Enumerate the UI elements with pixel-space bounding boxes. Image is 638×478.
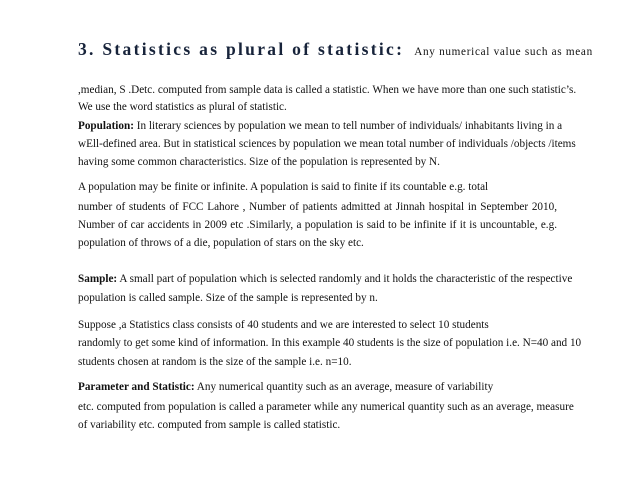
parameter-line: [78, 380, 557, 394]
text-line-8: Number of car accidents in 2009 etc .Similarly, a population is said to be infinite if it is uncountable, e.g.: [78, 219, 557, 231]
text-line-9: population of throws of a die, population of stars on the sky etc.: [78, 237, 364, 249]
text-line-12: Suppose ,a Statistics class consists of 40 students and we are interested to select 10 students: [78, 319, 489, 331]
sample-text: A small part of population which is selected randomly and it holds the characteristic of the respective: [117, 273, 573, 285]
text-line-7: number of students of FCC Lahore , Number of patients admitted at Jinnah hospital in September 2010,: [78, 201, 557, 213]
population-text: In literary sciences by population we mean to tell number of individuals/ inhabitants living in a: [133, 120, 563, 132]
section-heading: [78, 39, 593, 61]
text-line-17: of variability etc. computed from sample is called statistic.: [78, 419, 341, 431]
heading-title: 3. Statistics as plural of statistic:: [78, 39, 405, 59]
parameter-text: Any numerical quantity such as an average, measure of variability: [194, 381, 494, 393]
sample-label: Sample:: [78, 273, 118, 285]
text-line-2: We use the word statistics as plural of statistic.: [78, 101, 287, 113]
text-line-16: etc. computed from population is called a parameter while any numerical quantity such as an average, measure: [78, 401, 574, 413]
text-line-14: students chosen at random is the size of the sample i.e. n=10.: [78, 356, 352, 368]
text-line-5: having some common characteristics. Size of the population is represented by N.: [78, 156, 440, 168]
heading-tail-text: Any numerical value such as mean: [414, 46, 593, 58]
population-line: [78, 119, 563, 133]
text-line-4: wEll-defined area. But in statistical sciences by population we mean total number of individuals /objects /items: [78, 138, 576, 150]
text-line-11: population is called sample. Size of the sample is represented by n.: [78, 292, 378, 304]
sample-line: [78, 272, 573, 286]
text-line-6: A population may be finite or infinite. A population is said to finite if its countable e.g. total: [78, 181, 489, 193]
text-line-1: ,median, S .Detc. computed from sample data is called a statistic. When we have more than one such statistic’s.: [78, 84, 577, 96]
population-label: Population:: [78, 120, 134, 132]
parameter-label: Parameter and Statistic:: [78, 381, 195, 393]
text-line-13: randomly to get some kind of information. In this example 40 students is the size of population i.e. N=40 and 10: [78, 337, 582, 349]
